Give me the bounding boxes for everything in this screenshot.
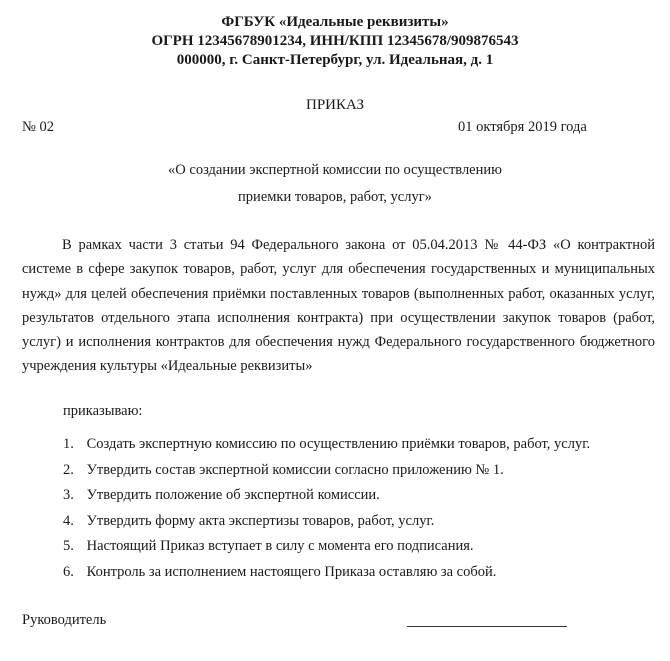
subject-line-2: приемки товаров, работ, услуг» — [238, 189, 432, 205]
item-number: 5. — [63, 538, 74, 555]
document-subject — [0, 157, 670, 211]
item-number: 1. — [63, 436, 74, 452]
orders-word: приказываю: — [63, 403, 143, 419]
list-item — [63, 483, 590, 509]
item-text: Утвердить форму акта экспертизы товаров, работ, услуг. — [86, 512, 435, 529]
item-text: Создать экспертную комиссию по осуществлению приёмки товаров, работ, услуг. — [86, 436, 591, 452]
list-item — [63, 509, 590, 535]
item-number: 6. — [63, 563, 74, 580]
organization-ids: ОГРН 12345678901234, ИНН/КПП 12345678/909876543 — [151, 33, 519, 49]
organization-name: ФГБУК «Идеальные реквизиты» — [221, 14, 449, 30]
organization-header — [0, 13, 670, 70]
order-items-list — [63, 432, 590, 586]
list-item — [63, 432, 590, 458]
document-number: № 02 — [22, 119, 54, 135]
signer-title: Руководитель — [22, 612, 107, 628]
list-item — [63, 458, 590, 484]
signature-line — [407, 626, 567, 627]
item-number: 4. — [63, 512, 74, 529]
item-text: Контроль за исполнением настоящего Приказа оставляю за собой. — [86, 563, 497, 580]
item-text: Утвердить состав экспертной комиссии согласно приложению № 1. — [86, 461, 504, 478]
item-text: Утвердить положение об экспертной комиссии. — [86, 487, 380, 504]
item-number: 2. — [63, 461, 74, 478]
list-item — [63, 560, 590, 586]
preamble-paragraph: В рамках части 3 статьи 94 Федерального закона от 05.04.2013 № 44-ФЗ «О контрактной системе в сфере закупок товаров, работ, услуг для обеспечения государственных и муниципальных нужд» для целей обеспечения приёмки поставленных товаров (выполненных работ, оказанных услуг, результатов отдельного этапа исполнения контракта) при осуществлении закупок товаров (работ, услуг) и исполнения контрактов для обеспечения нужд Федерального государственного бюджетного учреждения культуры «Идеальные реквизиты» — [22, 237, 655, 375]
document-date: 01 октября 2019 года — [458, 119, 587, 135]
item-number: 3. — [63, 487, 74, 504]
organization-address: 000000, г. Санкт-Петербург, ул. Идеальная, д. 1 — [176, 52, 494, 68]
list-item — [63, 534, 590, 560]
item-text: Настоящий Приказ вступает в силу с момента его подписания. — [86, 538, 474, 555]
document-title: ПРИКАЗ — [306, 97, 364, 113]
subject-line-1: «О создании экспертной комиссии по осуществлению — [168, 162, 502, 178]
